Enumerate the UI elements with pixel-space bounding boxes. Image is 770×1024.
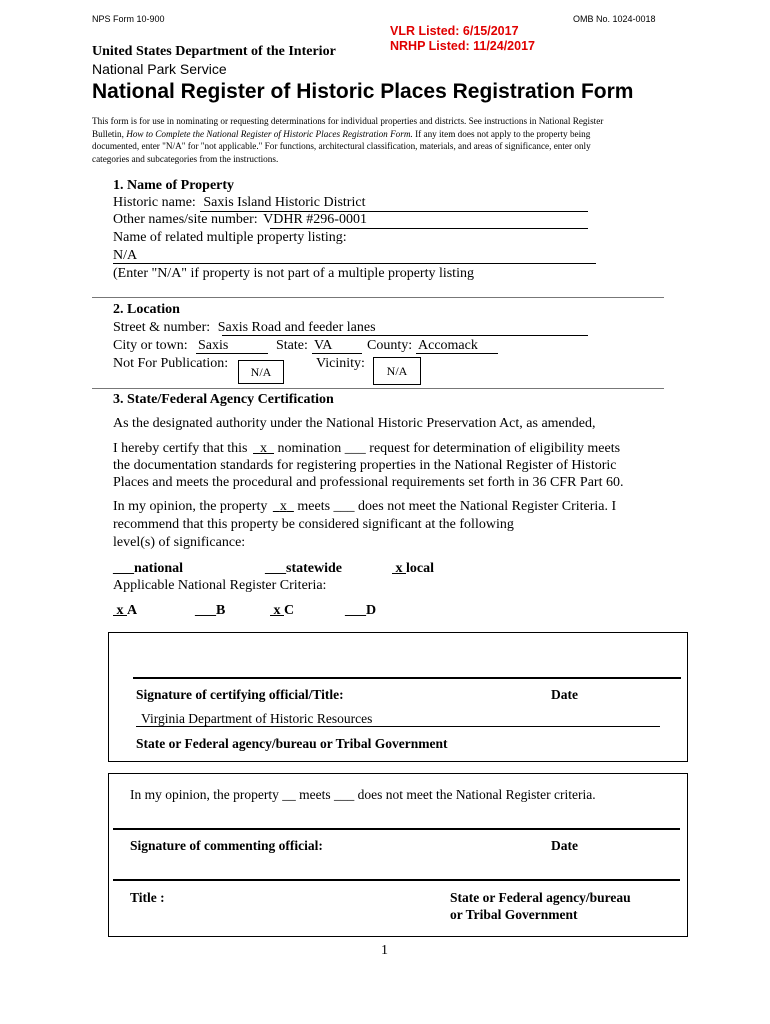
city-underline — [196, 353, 268, 354]
meets-mark[interactable]: x — [279, 499, 287, 514]
cert-para2-line3: Places and meets the procedural and professional requirements set forth in 36 CFR Part 60. — [113, 475, 624, 490]
title-line[interactable] — [113, 879, 680, 881]
criteria-d[interactable]: ___D — [345, 603, 377, 618]
department-name: United States Department of the Interior — [92, 44, 336, 59]
historic-name-label: Historic name: — [113, 195, 196, 210]
criteria-label: Applicable National Register Criteria: — [113, 578, 327, 593]
level-national[interactable]: ___national — [113, 561, 184, 576]
agency-underline — [136, 726, 660, 727]
comment-opinion: In my opinion, the property __ meets ___ does not meet the National Register criteria. — [130, 787, 596, 802]
criteria-c[interactable]: x C — [273, 603, 295, 618]
form-number: NPS Form 10-900 — [92, 14, 165, 24]
nomination-mark[interactable]: x — [260, 441, 268, 456]
vicinity-label: Vicinity: — [316, 356, 365, 371]
county-label: County: — [367, 338, 413, 353]
instructions — [92, 115, 603, 165]
signature-line[interactable] — [133, 677, 681, 679]
other-names-row — [113, 212, 367, 228]
comment-agency-label-line1: State or Federal agency/bureau — [450, 890, 631, 905]
county-underline — [416, 353, 498, 354]
omb-number: OMB No. 1024-0018 — [573, 14, 656, 24]
related-listing-value[interactable]: N/A — [113, 248, 138, 263]
page-title: National Register of Historic Places Registration Form — [92, 80, 634, 103]
commenting-signature-label: Signature of commenting official: — [130, 838, 323, 853]
cert-para2-line1: I hereby certify that this x nomination ___ request for determination of eligibility meets — [113, 441, 621, 456]
county-value[interactable]: Accomack — [418, 338, 478, 353]
cert-para3-line1: In my opinion, the property x meets ___ does not meet the National Register Criteria. I — [113, 499, 617, 514]
street-label: Street & number: — [113, 320, 211, 335]
state-label: State: — [276, 338, 308, 353]
historic-name-value[interactable]: Saxis Island Historic District — [203, 195, 366, 210]
nrhp-listed: NRHP Listed: 11/24/2017 — [390, 39, 535, 53]
other-names-label: Other names/site number: — [113, 212, 258, 227]
section-divider — [92, 297, 664, 298]
other-names-underline — [270, 228, 588, 229]
agency-value[interactable]: Virginia Department of Historic Resources — [141, 711, 373, 726]
commenting-date-label: Date — [551, 838, 578, 853]
section-divider — [92, 388, 664, 389]
state-underline — [312, 353, 362, 354]
state-value[interactable]: VA — [314, 338, 333, 353]
section2-heading: 2. Location — [113, 302, 180, 317]
instructions-line: This form is for use in nominating or requesting determinations for individual properties and districts. See instructions in National Register — [92, 116, 604, 126]
not-for-publication-label: Not For Publication: — [113, 356, 229, 371]
criteria-a[interactable]: x A — [116, 603, 138, 618]
historic-name-row — [113, 195, 365, 211]
agency-label: State or Federal agency/bureau or Tribal Government — [136, 736, 448, 751]
level-statewide[interactable]: ___statewide — [265, 561, 342, 576]
other-names-value[interactable]: VDHR #296-0001 — [263, 212, 367, 227]
related-listing-label: Name of related multiple property listing: — [113, 230, 347, 245]
instructions-line: categories and subcategories from the instructions. — [92, 153, 279, 164]
vicinity-field[interactable]: N/A — [373, 357, 421, 385]
not-for-publication-field[interactable]: N/A — [238, 360, 284, 384]
certifying-signature-label: Signature of certifying official/Title: — [136, 687, 344, 702]
comment-signature-line[interactable] — [113, 828, 680, 830]
certifying-date-label: Date — [551, 687, 578, 702]
criteria-b[interactable]: ___B — [195, 603, 226, 618]
city-value[interactable]: Saxis — [198, 338, 229, 353]
cert-para3-line2: recommend that this property be considered significant at the following — [113, 517, 514, 532]
section1-note: (Enter "N/A" if property is not part of a multiple property listing — [113, 266, 474, 281]
cert-para1: As the designated authority under the National Historic Preservation Act, as amended, — [113, 416, 596, 431]
comment-agency-label-line2: or Tribal Government — [450, 907, 578, 922]
city-label: City or town: — [113, 338, 188, 353]
street-value[interactable]: Saxis Road and feeder lanes — [217, 320, 376, 335]
level-local[interactable]: x local — [395, 561, 434, 576]
cert-para2-line2: the documentation standards for registering properties in the National Register of Historic — [113, 458, 617, 473]
section3-heading: 3. State/Federal Agency Certification — [113, 392, 334, 407]
instructions-line: documented, enter "N/A" for "not applicable." For functions, architectural classification, materials, and areas of significance, enter only — [92, 141, 591, 151]
section1-heading: 1. Name of Property — [113, 178, 235, 193]
vlr-listed: VLR Listed: 6/15/2017 — [390, 24, 519, 38]
related-listing-underline — [113, 263, 596, 264]
service-name: National Park Service — [92, 61, 227, 77]
page-number: 1 — [381, 943, 388, 958]
street-row — [113, 320, 376, 336]
instructions-line: Bulletin, How to Complete the National Register of Historic Places Registration Form. If any item does not apply to the property being — [92, 128, 591, 139]
street-underline — [222, 335, 588, 336]
title-label: Title : — [130, 890, 165, 905]
cert-para3-line3: level(s) of significance: — [113, 535, 246, 550]
